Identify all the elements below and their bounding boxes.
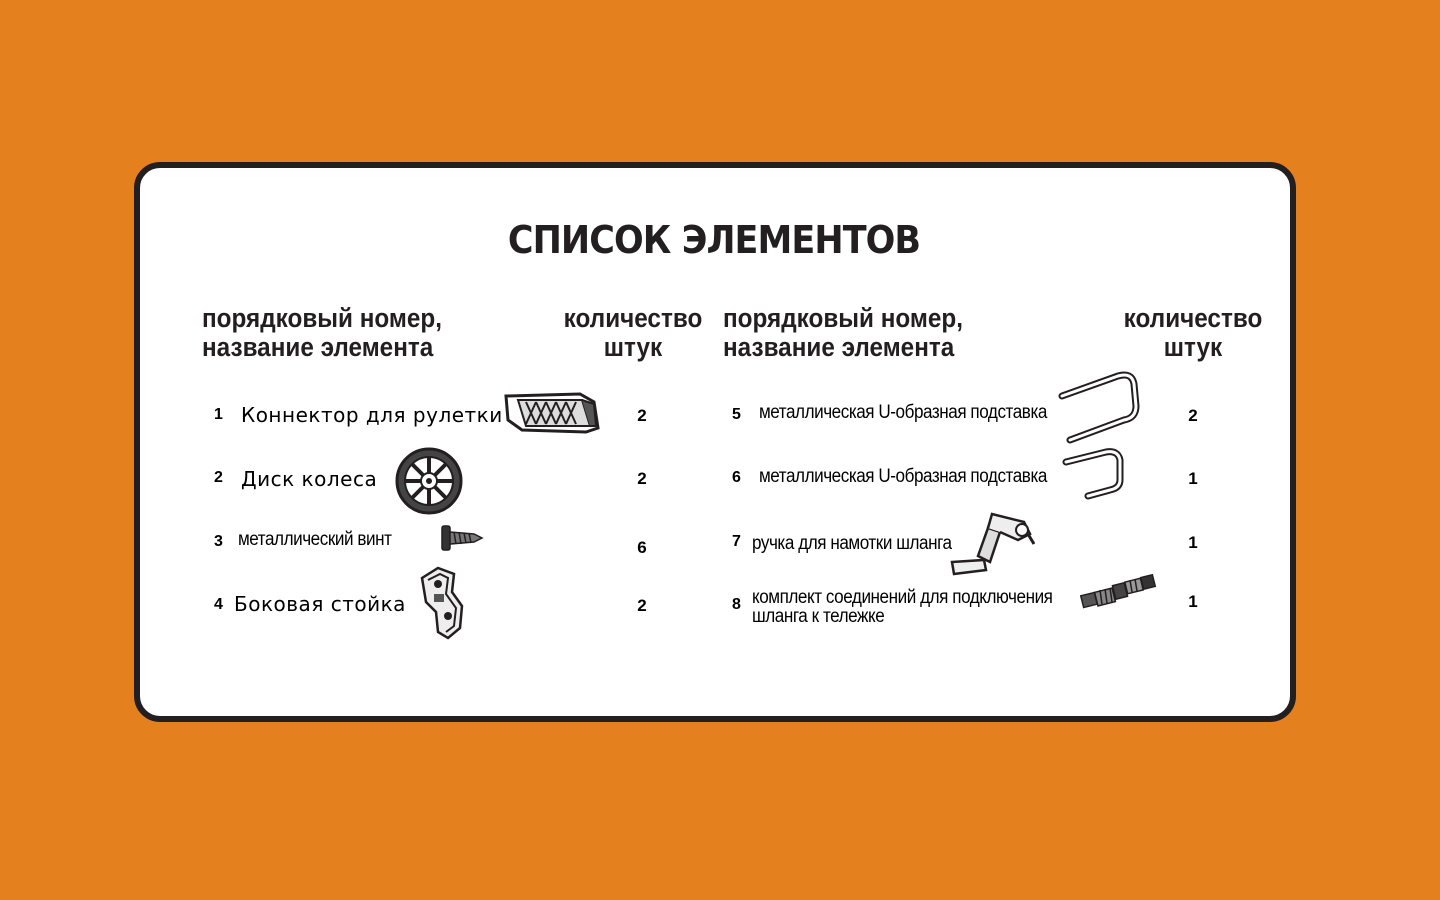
page-title: СПИСОК ЭЛЕМЕНТОВ (507, 218, 921, 262)
item-6-qty: 1 (1188, 469, 1198, 488)
left-name-header (202, 304, 442, 362)
item-7-number: 7 (732, 533, 741, 550)
right-name-header-line1: порядковый номер, (723, 303, 964, 333)
item-3-qty: 6 (637, 538, 647, 557)
side-post-icon (418, 566, 466, 640)
item-5-qty: 2 (1188, 406, 1198, 425)
left-qty-header-line2: штук (603, 332, 663, 362)
item-4-qty: 2 (637, 596, 647, 615)
item-7-qty: 1 (1188, 533, 1198, 552)
left-name-header-line2: название элемента (202, 332, 434, 362)
connector-icon (502, 390, 600, 436)
crank-handle-icon (948, 510, 1038, 578)
right-qty-header (1117, 304, 1270, 362)
u-stand-small-icon (1062, 446, 1128, 502)
item-3-number: 3 (214, 533, 223, 550)
item-3-name: металлический винт (238, 529, 392, 550)
left-qty-header (557, 304, 710, 362)
right-name-header-line2: название элемента (723, 332, 955, 362)
left-name-header-line1: порядковый номер, (202, 303, 443, 333)
item-5-name: металлическая U-образная подставка (759, 402, 1047, 423)
wheel-disc-icon (394, 446, 464, 516)
item-5-number: 5 (732, 406, 741, 423)
item-8-name-line2: шланга к тележке (752, 606, 885, 627)
item-4-name: Боковая стойка (234, 592, 406, 616)
item-4-number: 4 (214, 596, 223, 613)
item-8-number: 8 (732, 596, 741, 613)
left-qty-header-line1: количество (563, 303, 703, 333)
hose-fittings-icon (1080, 572, 1158, 616)
item-2-name: Диск колеса (241, 467, 378, 491)
item-8-name-line1: комплект соединений для подключения (752, 587, 1053, 608)
right-name-header (723, 304, 963, 362)
item-6-number: 6 (732, 469, 741, 486)
item-6-name: металлическая U-образная подставка (759, 466, 1047, 487)
item-2-qty: 2 (637, 469, 647, 488)
screw-icon (440, 522, 484, 554)
right-qty-header-line2: штук (1163, 332, 1223, 362)
item-1-number: 1 (214, 406, 223, 423)
u-stand-large-icon (1058, 370, 1142, 446)
item-1-qty: 2 (637, 406, 647, 425)
item-1-name: Коннектор для рулетки (241, 403, 503, 427)
item-2-number: 2 (214, 469, 223, 486)
item-8-qty: 1 (1188, 592, 1198, 611)
item-7-name: ручка для намотки шланга (752, 533, 952, 554)
right-qty-header-line1: количество (1123, 303, 1263, 333)
